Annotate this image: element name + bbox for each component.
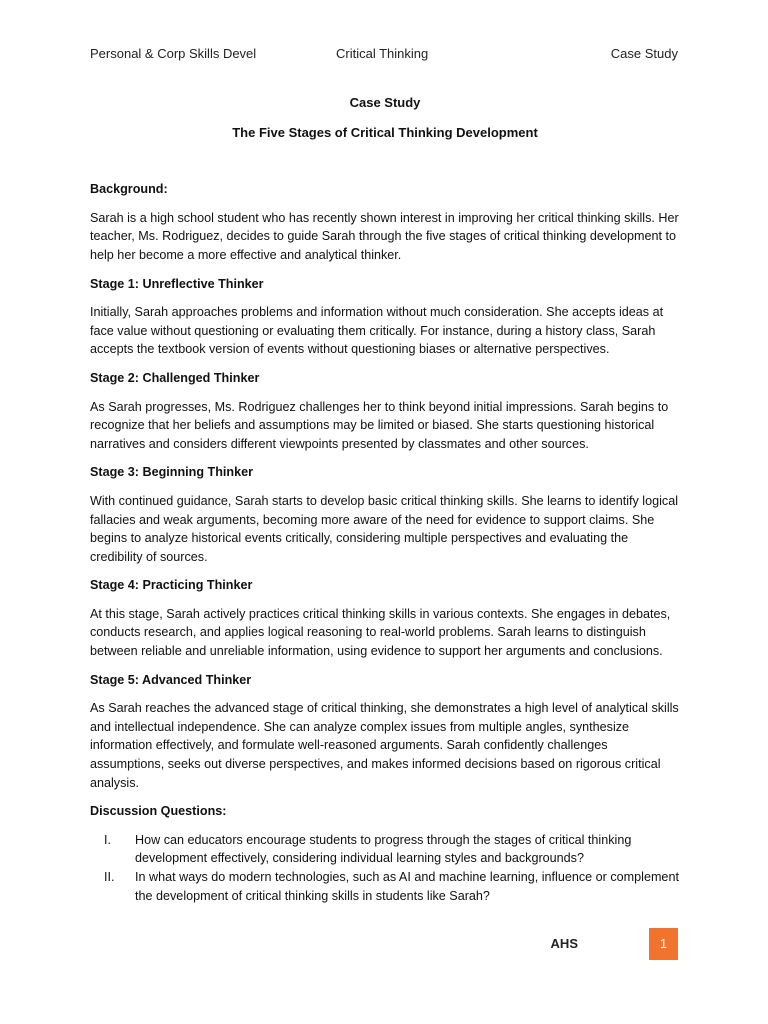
question-text: In what ways do modern technologies, such as AI and machine learning, influence or complement the development of critical thinking skills in students like Sarah? bbox=[135, 870, 679, 903]
stage-2-paragraph: As Sarah progresses, Ms. Rodriguez challenges her to think beyond initial impressions. Sarah begins to recognize that her beliefs and assumptions may be limited or biased. She starts questioning historical narratives and considers different viewpoints presented by classmates and other sources. bbox=[90, 399, 669, 451]
stage-4-heading: Stage 4: Practicing Thinker bbox=[90, 578, 253, 593]
stage-4-paragraph: At this stage, Sarah actively practices critical thinking skills in various contexts. She engages in debates, conducts research, and applies logical reasoning to real-world problems. Sarah learns to distinguish between reliable and unreliable information, using evidence to support her arguments and conclusions. bbox=[90, 606, 671, 659]
page-number-badge: 1 bbox=[649, 928, 678, 960]
header-doc-type: Case Study bbox=[610, 46, 678, 61]
background-paragraph: Sarah is a high school student who has recently shown interest in improving her critical thinking skills. Her teacher, Ms. Rodriguez, decides to guide Sarah through the five stages of critical thinking development to help her become a more effective and analytical thinker. bbox=[90, 210, 679, 262]
discussion-question-list bbox=[90, 831, 680, 905]
stage-2-heading: Stage 2: Challenged Thinker bbox=[90, 370, 260, 385]
stage-1-heading: Stage 1: Unreflective Thinker bbox=[90, 276, 264, 291]
header-topic: Critical Thinking bbox=[336, 46, 429, 61]
document-title: Case Study bbox=[349, 95, 421, 110]
stage-5-heading: Stage 5: Advanced Thinker bbox=[90, 672, 252, 687]
question-number: I. bbox=[104, 832, 111, 847]
stage-3-paragraph: With continued guidance, Sarah starts to develop basic critical thinking skills. She learns to identify logical fallacies and weak arguments, becoming more aware of the need for evidence to support claims. She begins to analyze historical events critically, considering multiple perspectives and evaluating the credibility of sources. bbox=[90, 493, 679, 564]
document-body bbox=[90, 94, 680, 905]
document-subtitle: The Five Stages of Critical Thinking Development bbox=[232, 124, 538, 140]
stage-3-heading: Stage 3: Beginning Thinker bbox=[90, 465, 254, 480]
footer-org-name: AHS bbox=[550, 936, 578, 951]
header-course-name: Personal & Corp Skills Devel bbox=[90, 46, 257, 61]
question-number: II. bbox=[104, 870, 115, 884]
discussion-question-2 bbox=[90, 868, 680, 905]
discussion-question-1 bbox=[90, 831, 680, 868]
stage-1-paragraph: Initially, Sarah approaches problems and information without much consideration. She accepts ideas at face value without questioning or evaluating them critically. For instance, during a history class, Sarah accepts the textbook version of events without questioning biases or alternative perspectives. bbox=[90, 305, 664, 357]
background-heading: Background: bbox=[90, 182, 168, 197]
stage-5-paragraph: As Sarah reaches the advanced stage of critical thinking, she demonstrates a high level of analytical skills and intellectual independence. She can analyze complex issues from multiple angles, synthesize information effectively, and formulate well-reasoned arguments. Sarah confidently challenges assumptions, seeks out diverse perspectives, and makes informed decisions based on rigorous critical analysis. bbox=[90, 701, 679, 790]
discussion-heading: Discussion Questions: bbox=[90, 804, 227, 819]
question-text: How can educators encourage students to progress through the stages of critical thinking development effectively, considering individual learning styles and backgrounds? bbox=[135, 832, 632, 866]
page-header bbox=[90, 46, 678, 64]
